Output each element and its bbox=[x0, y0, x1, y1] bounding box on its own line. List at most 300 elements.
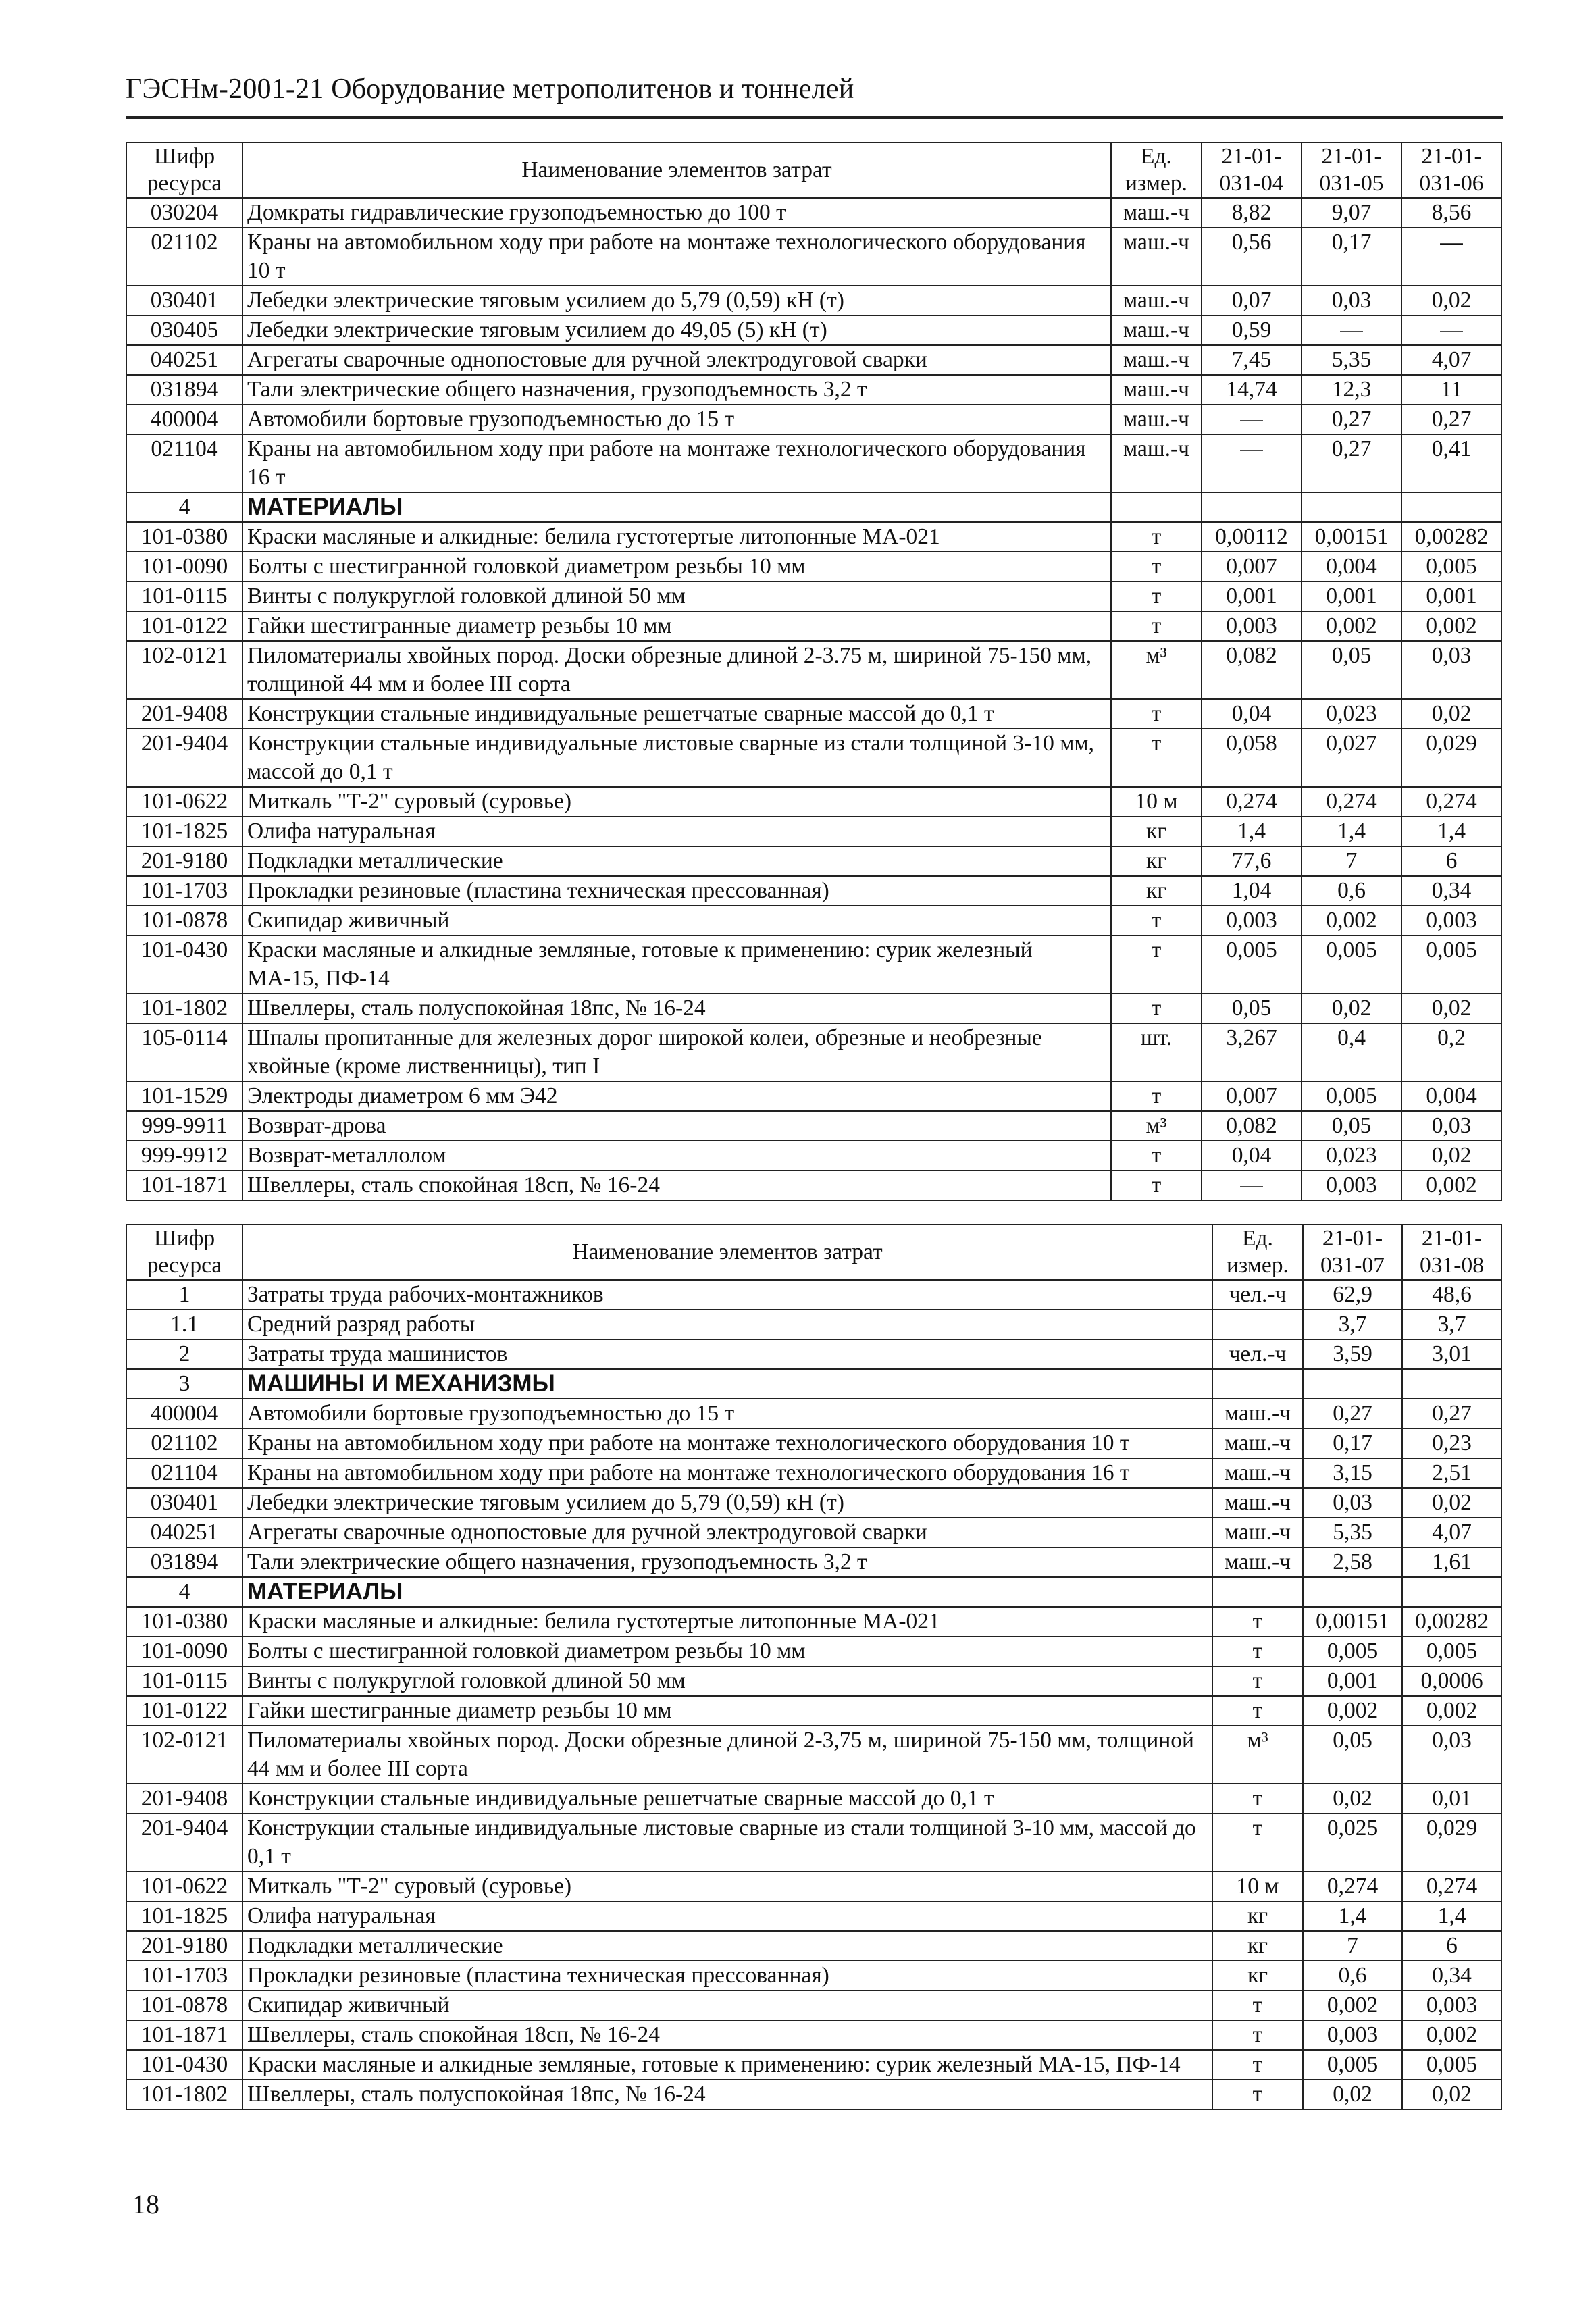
table-row bbox=[126, 1310, 1501, 1339]
resource-code: 101-0090 bbox=[126, 552, 242, 582]
resource-name: Винты с полукруглой головкой длиной 50 мм bbox=[242, 582, 1111, 611]
resource-name: Тали электрические общего назначения, грузоподъемность 3,2 т bbox=[242, 375, 1111, 405]
resource-name: Болты с шестигранной головкой диаметром резьбы 10 мм bbox=[242, 552, 1111, 582]
resource-name: Прокладки резиновые (пластина техническая прессованная) bbox=[242, 876, 1111, 906]
resource-value: 4,07 bbox=[1401, 345, 1501, 375]
resource-value: 5,35 bbox=[1302, 345, 1401, 375]
resource-value: 0,02 bbox=[1401, 286, 1501, 315]
resource-value: 0,005 bbox=[1401, 935, 1501, 994]
table-row bbox=[126, 611, 1501, 641]
resource-value bbox=[1402, 1369, 1501, 1399]
resource-value: 0,023 bbox=[1302, 699, 1401, 729]
table-row bbox=[126, 935, 1501, 994]
resource-value: 0,007 bbox=[1202, 1081, 1302, 1111]
resource-code: 101-0380 bbox=[126, 1607, 242, 1637]
resource-unit: кг bbox=[1111, 876, 1202, 906]
resource-value: 0,274 bbox=[1302, 787, 1401, 817]
resource-value: 6 bbox=[1401, 846, 1501, 876]
resource-value: 1,4 bbox=[1202, 817, 1302, 846]
resource-value: 0,04 bbox=[1202, 699, 1302, 729]
table-row bbox=[126, 846, 1501, 876]
resource-value: 77,6 bbox=[1202, 846, 1302, 876]
resource-name: Затраты труда машинистов bbox=[242, 1339, 1212, 1369]
resource-unit: 10 м bbox=[1212, 1872, 1303, 1901]
resource-value bbox=[1202, 492, 1302, 522]
resource-value: 0,27 bbox=[1402, 1399, 1501, 1429]
resource-value: 0,002 bbox=[1402, 2020, 1501, 2050]
table-row bbox=[126, 1637, 1501, 1666]
resource-code: 021104 bbox=[126, 434, 242, 492]
resource-unit: т bbox=[1111, 699, 1202, 729]
table-header-row bbox=[126, 143, 1501, 198]
resource-unit: маш.-ч bbox=[1111, 228, 1202, 286]
header-code: Шифр ресурса bbox=[126, 143, 242, 198]
resource-value: 5,35 bbox=[1303, 1518, 1402, 1547]
table-row bbox=[126, 228, 1501, 286]
resource-name: МАШИНЫ И МЕХАНИЗМЫ bbox=[242, 1369, 1212, 1399]
header-unit: Ед. измер. bbox=[1212, 1225, 1303, 1280]
resource-value: 0,025 bbox=[1303, 1814, 1402, 1872]
resource-value: — bbox=[1202, 405, 1302, 434]
table-row bbox=[126, 1666, 1501, 1696]
table-row bbox=[126, 1458, 1501, 1488]
resource-value: 0,27 bbox=[1303, 1399, 1402, 1429]
resource-value bbox=[1303, 1577, 1402, 1607]
resource-unit: чел.-ч bbox=[1212, 1339, 1303, 1369]
resource-name: Швеллеры, сталь спокойная 18сп, № 16-24 bbox=[242, 2020, 1212, 2050]
resource-code: 1.1 bbox=[126, 1310, 242, 1339]
resource-value: 0,082 bbox=[1202, 1111, 1302, 1141]
resource-value: 0,029 bbox=[1402, 1814, 1501, 1872]
resource-code: 101-1871 bbox=[126, 1171, 242, 1200]
resource-value: 1,4 bbox=[1303, 1901, 1402, 1931]
resource-unit: маш.-ч bbox=[1111, 286, 1202, 315]
table-row bbox=[126, 1518, 1501, 1547]
resource-value: 11 bbox=[1401, 375, 1501, 405]
table-row bbox=[126, 1488, 1501, 1518]
resource-value: 0,005 bbox=[1303, 2050, 1402, 2080]
resource-name: Скипидар живичный bbox=[242, 1990, 1212, 2020]
resource-code: 105-0114 bbox=[126, 1023, 242, 1081]
resource-name: Средний разряд работы bbox=[242, 1310, 1212, 1339]
resource-unit: т bbox=[1111, 729, 1202, 787]
resource-name: Подкладки металлические bbox=[242, 1931, 1212, 1961]
resource-code: 101-1871 bbox=[126, 2020, 242, 2050]
resource-code: 030405 bbox=[126, 315, 242, 345]
resource-value: 0,34 bbox=[1402, 1961, 1501, 1990]
table-row bbox=[126, 315, 1501, 345]
resource-value: 0,001 bbox=[1202, 582, 1302, 611]
resource-value: 0,029 bbox=[1401, 729, 1501, 787]
table-row bbox=[126, 552, 1501, 582]
table-row bbox=[126, 198, 1501, 228]
resource-value: 0,002 bbox=[1303, 1696, 1402, 1726]
resource-name: Автомобили бортовые грузоподъемностью до 15 т bbox=[242, 405, 1111, 434]
table-row bbox=[126, 1931, 1501, 1961]
resource-unit: маш.-ч bbox=[1212, 1488, 1303, 1518]
resource-value: 0,17 bbox=[1303, 1429, 1402, 1458]
document-title: ГЭСНм-2001-21 Оборудование метрополитенов и тоннелей bbox=[126, 74, 854, 105]
resource-value: 0,082 bbox=[1202, 641, 1302, 699]
resource-code: 201-9180 bbox=[126, 846, 242, 876]
resource-value: 2,51 bbox=[1402, 1458, 1501, 1488]
table-row bbox=[126, 1901, 1501, 1931]
resource-value: 0,003 bbox=[1202, 611, 1302, 641]
resource-code: 101-0622 bbox=[126, 787, 242, 817]
header-name: Наименование элементов затрат bbox=[242, 1225, 1212, 1280]
resource-unit: маш.-ч bbox=[1212, 1518, 1303, 1547]
resource-value: 0,002 bbox=[1401, 611, 1501, 641]
resource-name: МАТЕРИАЛЫ bbox=[242, 1577, 1212, 1607]
table-row bbox=[126, 345, 1501, 375]
resource-name: Краны на автомобильном ходу при работе на монтаже технологического оборудования 10 т bbox=[242, 1429, 1212, 1458]
resource-unit: т bbox=[1111, 906, 1202, 935]
resource-unit: т bbox=[1111, 522, 1202, 552]
resource-value: 0,03 bbox=[1302, 286, 1401, 315]
resource-unit: т bbox=[1111, 611, 1202, 641]
resource-code: 031894 bbox=[126, 1547, 242, 1577]
resource-name: Агрегаты сварочные однопостовые для ручной электродуговой сварки bbox=[242, 345, 1111, 375]
resource-code: 101-0622 bbox=[126, 1872, 242, 1901]
resource-unit: т bbox=[1212, 1607, 1303, 1637]
resource-name: Винты с полукруглой головкой длиной 50 мм bbox=[242, 1666, 1212, 1696]
resource-unit: маш.-ч bbox=[1212, 1547, 1303, 1577]
resource-value: 0,005 bbox=[1202, 935, 1302, 994]
resource-unit bbox=[1212, 1577, 1303, 1607]
resource-name: Пиломатериалы хвойных пород. Доски обрезные длиной 2-3.75 м, шириной 75-150 мм, толщиной 44 мм и более III сорта bbox=[242, 641, 1111, 699]
resource-code: 201-9180 bbox=[126, 1931, 242, 1961]
resource-code: 999-9911 bbox=[126, 1111, 242, 1141]
resource-code: 101-0122 bbox=[126, 1696, 242, 1726]
header-unit: Ед. измер. bbox=[1111, 143, 1202, 198]
resource-value: 0,005 bbox=[1302, 1081, 1401, 1111]
resource-value: 0,17 bbox=[1302, 228, 1401, 286]
resource-value: 0,002 bbox=[1303, 1990, 1402, 2020]
resource-code: 102-0121 bbox=[126, 1726, 242, 1784]
resource-value: — bbox=[1401, 228, 1501, 286]
resource-value: 0,27 bbox=[1401, 405, 1501, 434]
resource-value: 0,56 bbox=[1202, 228, 1302, 286]
resource-value: 0,274 bbox=[1202, 787, 1302, 817]
table-header-row bbox=[126, 1225, 1501, 1280]
resource-value: 8,56 bbox=[1401, 198, 1501, 228]
resource-value: 0,05 bbox=[1302, 641, 1401, 699]
resource-code: 101-1825 bbox=[126, 817, 242, 846]
resource-code: 101-0878 bbox=[126, 1990, 242, 2020]
resource-name: Олифа натуральная bbox=[242, 817, 1111, 846]
resource-value: 0,59 bbox=[1202, 315, 1302, 345]
resource-value: 1,4 bbox=[1401, 817, 1501, 846]
resource-value: 0,01 bbox=[1402, 1784, 1501, 1814]
resource-name: Шпалы пропитанные для железных дорог широкой колеи, обрезные и необрезные хвойные (кроме лиственницы), тип I bbox=[242, 1023, 1111, 1081]
resource-value: 0,27 bbox=[1302, 405, 1401, 434]
resource-value: 0,001 bbox=[1401, 582, 1501, 611]
resource-code: 4 bbox=[126, 1577, 242, 1607]
resource-code: 400004 bbox=[126, 1399, 242, 1429]
resource-value: 0,058 bbox=[1202, 729, 1302, 787]
resource-code: 101-1703 bbox=[126, 1961, 242, 1990]
table-row bbox=[126, 1547, 1501, 1577]
resource-name: Краски масляные и алкидные земляные, готовые к применению: сурик железный МА-15, ПФ-14 bbox=[242, 2050, 1212, 2080]
resource-value: 0,007 bbox=[1202, 552, 1302, 582]
resource-unit: маш.-ч bbox=[1111, 198, 1202, 228]
resource-value: 0,05 bbox=[1202, 994, 1302, 1023]
table-row bbox=[126, 582, 1501, 611]
resource-unit: т bbox=[1111, 1171, 1202, 1200]
resource-value: 0,02 bbox=[1401, 1141, 1501, 1171]
resource-value: 0,23 bbox=[1402, 1429, 1501, 1458]
resource-value: 0,027 bbox=[1302, 729, 1401, 787]
resource-value: — bbox=[1202, 1171, 1302, 1200]
resource-value bbox=[1303, 1369, 1402, 1399]
resource-value: 6 bbox=[1402, 1931, 1501, 1961]
resource-code: 040251 bbox=[126, 1518, 242, 1547]
resource-unit: т bbox=[1212, 2020, 1303, 2050]
resource-value bbox=[1401, 492, 1501, 522]
table-row bbox=[126, 1814, 1501, 1872]
header-col: 21-01-031-06 bbox=[1401, 143, 1501, 198]
resource-unit: 10 м bbox=[1111, 787, 1202, 817]
resource-value: 0,001 bbox=[1303, 1666, 1402, 1696]
resource-value: 0,003 bbox=[1302, 1171, 1401, 1200]
resource-value: 3,7 bbox=[1402, 1310, 1501, 1339]
resource-code: 201-9404 bbox=[126, 729, 242, 787]
table-row bbox=[126, 1607, 1501, 1637]
resource-name: Краски масляные и алкидные: белила густотертые литопонные МА-021 bbox=[242, 522, 1111, 552]
table-row bbox=[126, 817, 1501, 846]
resource-unit: т bbox=[1111, 1141, 1202, 1171]
resource-name: Олифа натуральная bbox=[242, 1901, 1212, 1931]
resource-unit: т bbox=[1212, 1990, 1303, 2020]
resource-unit: кг bbox=[1212, 1961, 1303, 1990]
resource-unit: кг bbox=[1111, 817, 1202, 846]
table-row bbox=[126, 994, 1501, 1023]
table-row bbox=[126, 1280, 1501, 1310]
header-col: 21-01-031-08 bbox=[1402, 1225, 1501, 1280]
resource-code: 101-1529 bbox=[126, 1081, 242, 1111]
resource-value: 0,4 bbox=[1302, 1023, 1401, 1081]
header-col: 21-01-031-05 bbox=[1302, 143, 1401, 198]
resource-value: 0,02 bbox=[1402, 2080, 1501, 2109]
resource-value: 9,07 bbox=[1302, 198, 1401, 228]
resource-name: Агрегаты сварочные однопостовые для ручной электродуговой сварки bbox=[242, 1518, 1212, 1547]
resource-value: 0,00151 bbox=[1302, 522, 1401, 552]
resource-value: 0,003 bbox=[1202, 906, 1302, 935]
resource-name: Скипидар живичный bbox=[242, 906, 1111, 935]
resource-value: 0,005 bbox=[1303, 1637, 1402, 1666]
table-row bbox=[126, 1023, 1501, 1081]
table-row bbox=[126, 2080, 1501, 2109]
resource-code: 201-9404 bbox=[126, 1814, 242, 1872]
resource-code: 021104 bbox=[126, 1458, 242, 1488]
resource-unit: м³ bbox=[1111, 641, 1202, 699]
resource-value: 0,27 bbox=[1302, 434, 1401, 492]
resource-code: 040251 bbox=[126, 345, 242, 375]
resource-value: 3,7 bbox=[1303, 1310, 1402, 1339]
resource-code: 101-0115 bbox=[126, 582, 242, 611]
table-row bbox=[126, 522, 1501, 552]
resource-unit: маш.-ч bbox=[1212, 1458, 1303, 1488]
resource-value: 0,002 bbox=[1401, 1171, 1501, 1200]
resource-unit: чел.-ч bbox=[1212, 1280, 1303, 1310]
resource-value: 3,59 bbox=[1303, 1339, 1402, 1369]
resource-name: Болты с шестигранной головкой диаметром резьбы 10 мм bbox=[242, 1637, 1212, 1666]
resource-value: 1,4 bbox=[1302, 817, 1401, 846]
resource-code: 400004 bbox=[126, 405, 242, 434]
resource-code: 3 bbox=[126, 1369, 242, 1399]
resource-value: 0,05 bbox=[1302, 1111, 1401, 1141]
resource-name: Миткаль "Т-2" суровый (суровье) bbox=[242, 787, 1111, 817]
resource-unit: т bbox=[1111, 935, 1202, 994]
resource-code: 102-0121 bbox=[126, 641, 242, 699]
resource-value: 0,002 bbox=[1302, 906, 1401, 935]
resource-code: 101-1825 bbox=[126, 1901, 242, 1931]
resource-value bbox=[1302, 492, 1401, 522]
resource-value: 4,07 bbox=[1402, 1518, 1501, 1547]
table-row bbox=[126, 729, 1501, 787]
resource-value: 0,00151 bbox=[1303, 1607, 1402, 1637]
resource-unit: маш.-ч bbox=[1111, 434, 1202, 492]
resource-value: 3,01 bbox=[1402, 1339, 1501, 1369]
resource-value: 1,4 bbox=[1402, 1901, 1501, 1931]
resource-name: Краны на автомобильном ходу при работе на монтаже технологического оборудования 10 т bbox=[242, 228, 1111, 286]
resource-code: 021102 bbox=[126, 1429, 242, 1458]
resource-code: 101-0380 bbox=[126, 522, 242, 552]
resource-code: 101-0430 bbox=[126, 935, 242, 994]
resource-code: 101-1802 bbox=[126, 2080, 242, 2109]
resource-value: 0,6 bbox=[1303, 1961, 1402, 1990]
resource-unit: т bbox=[1212, 1696, 1303, 1726]
resource-value: 0,02 bbox=[1401, 994, 1501, 1023]
table-row bbox=[126, 286, 1501, 315]
table-row bbox=[126, 2020, 1501, 2050]
section-row bbox=[126, 492, 1501, 522]
resource-unit: кг bbox=[1111, 846, 1202, 876]
resource-unit: т bbox=[1212, 1814, 1303, 1872]
resource-unit: маш.-ч bbox=[1212, 1429, 1303, 1458]
resource-value: 0,002 bbox=[1302, 611, 1401, 641]
resource-name: Электроды диаметром 6 мм Э42 bbox=[242, 1081, 1111, 1111]
table-row bbox=[126, 434, 1501, 492]
resource-unit: кг bbox=[1212, 1931, 1303, 1961]
resource-name: Тали электрические общего назначения, грузоподъемность 3,2 т bbox=[242, 1547, 1212, 1577]
resource-value: 7,45 bbox=[1202, 345, 1302, 375]
table-row bbox=[126, 699, 1501, 729]
resource-name: Миткаль "Т-2" суровый (суровье) bbox=[242, 1872, 1212, 1901]
header-col: 21-01-031-04 bbox=[1202, 143, 1302, 198]
resource-value: 62,9 bbox=[1303, 1280, 1402, 1310]
resource-value: 0,00282 bbox=[1402, 1607, 1501, 1637]
page-header bbox=[126, 73, 1503, 105]
table-row bbox=[126, 1961, 1501, 1990]
resource-value: 0,005 bbox=[1402, 1637, 1501, 1666]
resource-name: Швеллеры, сталь полуспокойная 18пс, № 16-24 bbox=[242, 994, 1111, 1023]
resource-unit: кг bbox=[1212, 1901, 1303, 1931]
resource-name: Краски масляные и алкидные земляные, готовые к применению: сурик железный МА-15, ПФ-14 bbox=[242, 935, 1111, 994]
resource-value: 0,005 bbox=[1402, 2050, 1501, 2080]
resource-code: 101-0122 bbox=[126, 611, 242, 641]
resource-value: 0,03 bbox=[1401, 1111, 1501, 1141]
resource-code: 031894 bbox=[126, 375, 242, 405]
resource-table-2 bbox=[126, 1224, 1502, 2110]
resource-unit: т bbox=[1212, 2080, 1303, 2109]
table-row bbox=[126, 1696, 1501, 1726]
resource-value: 2,58 bbox=[1303, 1547, 1402, 1577]
resource-value: — bbox=[1401, 315, 1501, 345]
resource-value: 0,03 bbox=[1303, 1488, 1402, 1518]
resource-unit: т bbox=[1111, 552, 1202, 582]
table-row bbox=[126, 1081, 1501, 1111]
resource-unit: т bbox=[1212, 1784, 1303, 1814]
resource-value: 0,003 bbox=[1401, 906, 1501, 935]
resource-name: Гайки шестигранные диаметр резьбы 10 мм bbox=[242, 611, 1111, 641]
resource-name: Краски масляные и алкидные: белила густотертые литопонные МА-021 bbox=[242, 1607, 1212, 1637]
resource-name: Лебедки электрические тяговым усилием до 49,05 (5) кН (т) bbox=[242, 315, 1111, 345]
resource-value: 48,6 bbox=[1402, 1280, 1501, 1310]
resource-unit: т bbox=[1212, 2050, 1303, 2080]
resource-value: 0,00282 bbox=[1401, 522, 1501, 552]
resource-value: 0,07 bbox=[1202, 286, 1302, 315]
resource-name: Подкладки металлические bbox=[242, 846, 1111, 876]
resource-value: 3,15 bbox=[1303, 1458, 1402, 1488]
resource-name: Швеллеры, сталь спокойная 18сп, № 16-24 bbox=[242, 1171, 1111, 1200]
resource-unit: м³ bbox=[1212, 1726, 1303, 1784]
resource-name: МАТЕРИАЛЫ bbox=[242, 492, 1111, 522]
table-row bbox=[126, 1141, 1501, 1171]
resource-value: 0,003 bbox=[1402, 1990, 1501, 2020]
table-row bbox=[126, 1784, 1501, 1814]
resource-value: 0,2 bbox=[1401, 1023, 1501, 1081]
resource-value: 0,6 bbox=[1302, 876, 1401, 906]
resource-name: Конструкции стальные индивидуальные решетчатые сварные массой до 0,1 т bbox=[242, 699, 1111, 729]
resource-value: 3,267 bbox=[1202, 1023, 1302, 1081]
resource-value: 0,004 bbox=[1401, 1081, 1501, 1111]
resource-value: 1,04 bbox=[1202, 876, 1302, 906]
resource-value: 0,274 bbox=[1402, 1872, 1501, 1901]
resource-value: 0,274 bbox=[1401, 787, 1501, 817]
table-row bbox=[126, 1872, 1501, 1901]
resource-value: 0,03 bbox=[1401, 641, 1501, 699]
table-row bbox=[126, 641, 1501, 699]
resource-code: 101-1703 bbox=[126, 876, 242, 906]
resource-code: 101-0878 bbox=[126, 906, 242, 935]
table-row bbox=[126, 1990, 1501, 2020]
resource-value: 0,02 bbox=[1302, 994, 1401, 1023]
resource-code: 101-0090 bbox=[126, 1637, 242, 1666]
resource-value: 0,005 bbox=[1401, 552, 1501, 582]
resource-name: Пиломатериалы хвойных пород. Доски обрезные длиной 2-3,75 м, шириной 75-150 мм, толщиной 44 мм и более III сорта bbox=[242, 1726, 1212, 1784]
resource-unit: маш.-ч bbox=[1111, 345, 1202, 375]
resource-code: 101-1802 bbox=[126, 994, 242, 1023]
resource-code: 101-0430 bbox=[126, 2050, 242, 2080]
resource-value: 0,02 bbox=[1303, 1784, 1402, 1814]
resource-value: 0,04 bbox=[1202, 1141, 1302, 1171]
resource-value: 0,41 bbox=[1401, 434, 1501, 492]
table-row bbox=[126, 787, 1501, 817]
resource-unit bbox=[1111, 492, 1202, 522]
resource-unit: м³ bbox=[1111, 1111, 1202, 1141]
resource-name: Швеллеры, сталь полуспокойная 18пс, № 16-24 bbox=[242, 2080, 1212, 2109]
resource-code: 030204 bbox=[126, 198, 242, 228]
table-row bbox=[126, 876, 1501, 906]
resource-code: 201-9408 bbox=[126, 699, 242, 729]
resource-value: 0,001 bbox=[1302, 582, 1401, 611]
resource-code: 4 bbox=[126, 492, 242, 522]
resource-value: 0,02 bbox=[1303, 2080, 1402, 2109]
table-row bbox=[126, 1171, 1501, 1200]
table-row bbox=[126, 1399, 1501, 1429]
resource-code: 999-9912 bbox=[126, 1141, 242, 1171]
